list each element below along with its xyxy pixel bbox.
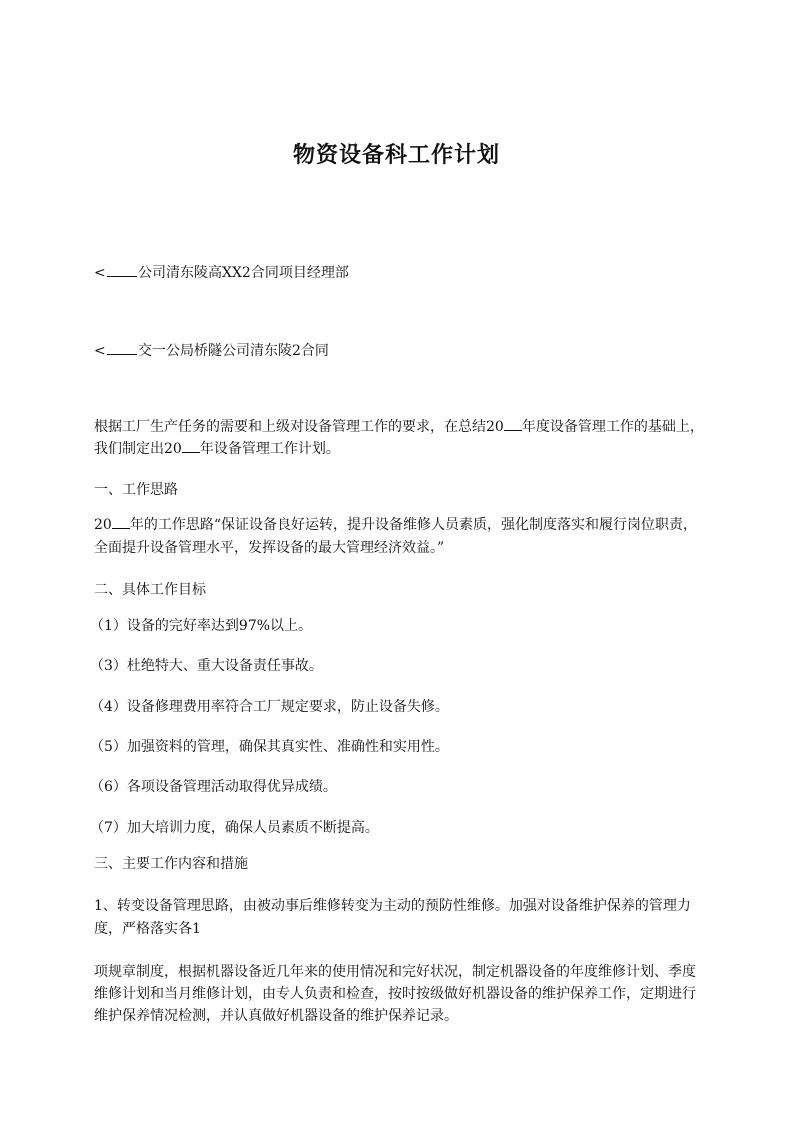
section1-body-text: 年的工作思路“保证设备良好运转，提升设备维修人员素质，强化制度落实和履行岗位职责，全面提升设备管理水平，发挥设备的最大管理经济效益。”: [94, 517, 697, 556]
section1-heading: 一、工作思路: [94, 482, 178, 498]
blank-underline: [107, 340, 137, 355]
header-line-text: 交一公局桥隧公司清东陵2合同: [138, 343, 329, 359]
document-title: 物资设备科工作计划: [292, 143, 500, 168]
goal-item: （4）设备修理费用率符合工厂规定要求，防止设备失修。: [90, 699, 449, 715]
section2-heading: 二、具体工作目标: [94, 582, 206, 598]
blank-underline: [504, 416, 522, 431]
header-line-prefix: <: [94, 343, 106, 359]
section1-body: [94, 514, 706, 560]
section3-paragraph-2: 项规章制度，根据机器设备近几年来的使用情况和完好状况，制定机器设备的年度维修计划、季度维修计划和当月维修计划，由专人负责和检查，按时按级做好机器设备的维护保养工作，定期进行维护保养情况检测，并认真做好机器设备的维护保养记录。: [94, 964, 696, 1024]
blank-underline: [112, 514, 130, 529]
section3-heading: 三、主要工作内容和措施: [94, 856, 248, 872]
header-line-bureau: [94, 340, 329, 360]
header-line-company: [94, 262, 349, 282]
goal-item: （3）杜绝特大、重大设备责任事故。: [90, 658, 323, 674]
goal-item: （7）加大培训力度，确保人员素质不断提高。: [90, 820, 379, 836]
goal-item: （6）各项设备管理活动取得优异成绩。: [90, 779, 337, 795]
section3-paragraph-1: 1、转变设备管理思路，由被动事后维修转变为主动的预防性维修。加强对设备维护保养的管理力度，严格落实各1: [94, 898, 691, 937]
goal-item: （5）加强资料的管理，确保其真实性、准确性和实用性。: [90, 739, 449, 755]
blank-underline: [107, 262, 137, 277]
section1-body-prefix: 20: [94, 517, 112, 533]
header-line-prefix: <: [94, 265, 106, 281]
intro-paragraph: [94, 416, 706, 460]
intro-part2: 年度设备管理工作的基础上，我们制定出20: [94, 419, 704, 457]
intro-part3: 年设备管理工作计划。: [199, 441, 340, 457]
header-line-text: 公司清东陵高XX2合同项目经理部: [138, 265, 349, 281]
blank-underline: [182, 438, 200, 453]
goal-item: （1）设备的完好率达到97%以上。: [90, 618, 313, 634]
intro-part1: 根据工厂生产任务的需要和上级对设备管理工作的要求，在总结20: [94, 419, 504, 435]
